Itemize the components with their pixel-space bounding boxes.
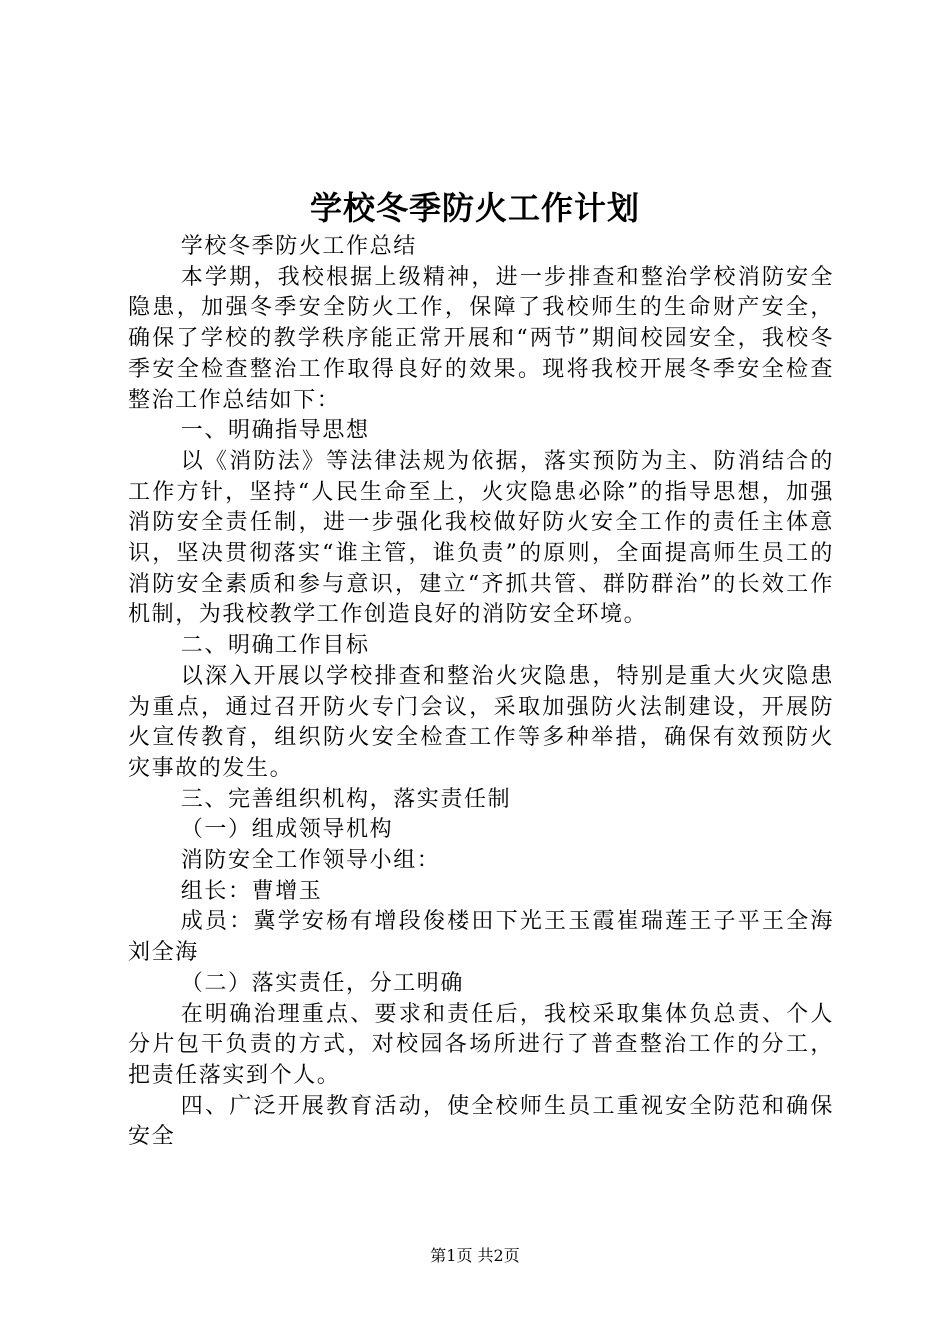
section-heading-1: 一、明确指导思想 [180,418,370,444]
page-indicator: 第1页 共2页 [430,1246,520,1265]
paragraph-work-goals: 以深入开展以学校排查和整治火灾隐患，特别是重大火灾隐患为重点，通过召开防火专门会议，采取加强防火法制建设，开展防火宣传教育，组织防火安全检查工作等多种举措，确保有效预防火灾事故的发生。 [128,663,834,781]
section-heading-4: 四、广泛开展教育活动，使全校师生员工重视安全防范和确保安全 [128,1093,834,1150]
section-heading-3: 三、完善组织机构，落实责任制 [180,786,512,812]
paragraph-responsibility: 在明确治理重点、要求和责任后，我校采取集体负总责、个人分片包干负责的方式，对校园各场所进行了普查整治工作的分工，把责任落实到个人。 [128,1001,834,1088]
paragraph-group-leader: 组长：曹增玉 [180,878,323,904]
paragraph-summary-heading: 学校冬季防火工作总结 [180,234,417,259]
document-body [128,232,834,1153]
paragraph-leadership-group: 消防安全工作领导小组： [180,848,441,874]
paragraph-group-members: 成员：冀学安杨有增段俊楼田下光王玉霞崔瑞莲王子平王全海刘全海 [128,909,834,966]
paragraph-intro: 本学期，我校根据上级精神，进一步排查和整治学校消防安全隐患，加强冬季安全防火工作，保障了我校师生的生命财产安全，确保了学校的教学秩序能正常开展和“两节”期间校园安全，我校冬季安全检查整治工作取得良好的效果。现将我校开展冬季安全检查整治工作总结如下： [128,264,834,413]
paragraph-guiding-ideology: 以《消防法》等法律法规为依据，落实预防为主、防消结合的工作方针，坚持“人民生命至上，火灾隐患必除”的指导思想，加强消防安全责任制，进一步强化我校做好防火安全工作的责任主体意识，坚决贯彻落实“谁主管，谁负责”的原则，全面提高师生员工的消防安全素质和参与意识，建立“齐抓共管、群防群治”的长效工作机制，为我校教学工作创造良好的消防安全环境。 [128,448,834,628]
subsection-heading-1: （一）组成领导机构 [180,817,394,843]
subsection-heading-2: （二）落实责任，分工明确 [180,970,464,996]
section-heading-2: 二、明确工作目标 [180,633,370,659]
document-title: 学校冬季防火工作计划 [309,189,640,227]
